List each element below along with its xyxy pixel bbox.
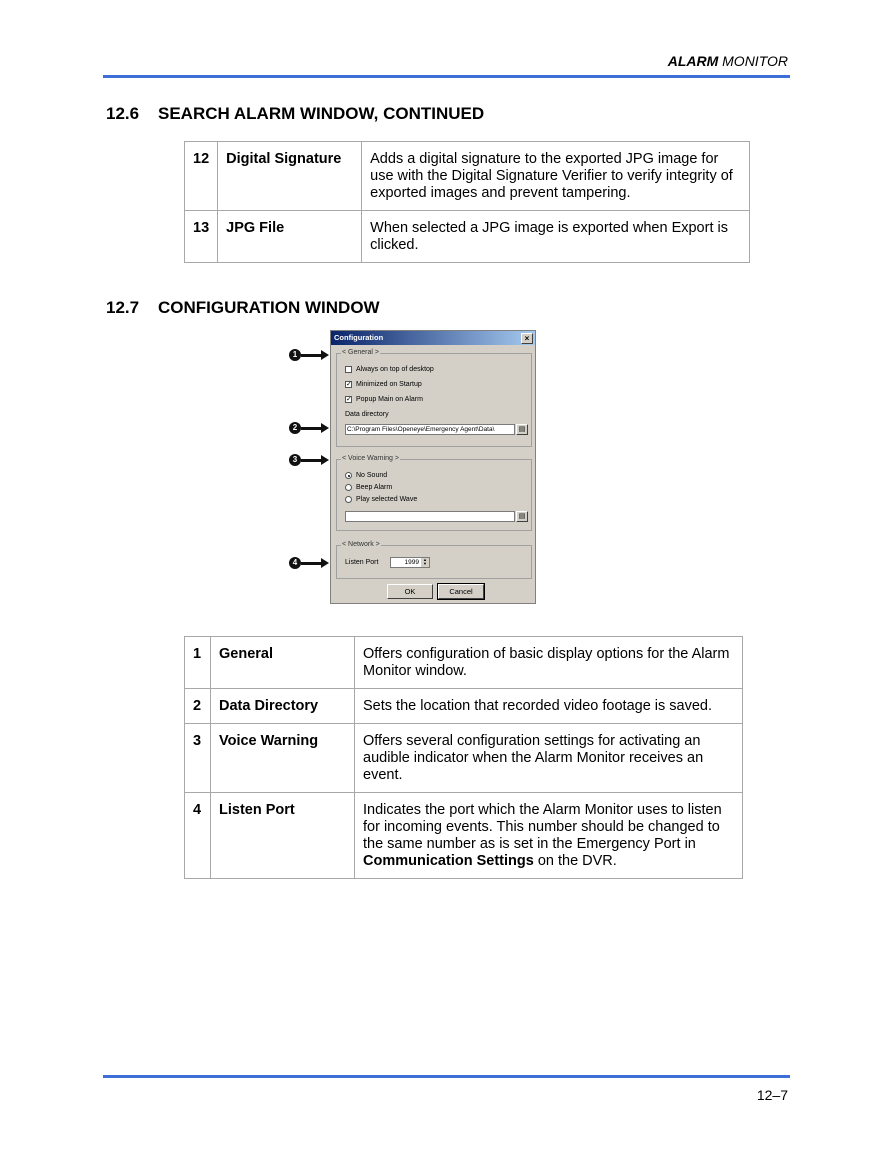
arrow-shaft (301, 354, 321, 357)
callout-number: 4 (289, 557, 301, 569)
callout-1 (289, 349, 329, 361)
play-wave-label: Play selected Wave (356, 496, 418, 503)
popup-main-option[interactable] (345, 396, 423, 403)
table-row (185, 724, 743, 793)
page-number: 12–7 (756, 1087, 788, 1103)
group-label: < General > (342, 349, 379, 356)
close-icon[interactable]: × (521, 333, 533, 344)
section-title: CONFIGURATION WINDOW (158, 298, 380, 317)
popup-main-checkbox[interactable]: ✓ (346, 396, 352, 403)
row-number: 3 (185, 724, 211, 793)
section-number: 12.7 (106, 298, 140, 317)
row-description: When selected a JPG image is exported when Export is clicked. (362, 211, 750, 263)
spin-arrows-icon[interactable]: ▲ ▼ (421, 558, 429, 567)
folder-browse-icon[interactable]: ▤ (516, 511, 528, 522)
section-title: SEARCH ALARM WINDOW, CONTINUED (158, 104, 485, 123)
beep-alarm-label: Beep Alarm (356, 484, 393, 491)
always-on-top-option[interactable] (345, 366, 434, 373)
row-term: Listen Port (211, 793, 355, 879)
configuration-table (184, 636, 743, 879)
play-wave-radio[interactable] (345, 496, 352, 503)
voice-warning-group (336, 455, 532, 531)
no-sound-option[interactable] (345, 472, 387, 479)
callout-4 (289, 557, 329, 569)
arrow-shaft (301, 427, 321, 430)
row-term: JPG File (218, 211, 362, 263)
row-term: Voice Warning (211, 724, 355, 793)
table-row (185, 142, 750, 211)
callout-number: 3 (289, 454, 301, 466)
arrow-right-icon (321, 350, 329, 360)
no-sound-radio[interactable] (345, 472, 352, 479)
group-label: < Voice Warning > (342, 455, 399, 462)
dialog-title: Configuration (334, 333, 384, 342)
row-description (355, 793, 743, 879)
network-group (336, 541, 532, 579)
configuration-dialog (330, 330, 536, 604)
callout-number: 2 (289, 422, 301, 434)
section-12-6-heading (106, 104, 484, 124)
row-number: 12 (185, 142, 218, 211)
always-on-top-checkbox[interactable] (345, 366, 352, 373)
listen-port-stepper[interactable] (390, 557, 430, 568)
row-number: 2 (185, 689, 211, 724)
listen-port-label: Listen Port (345, 559, 379, 566)
row-number: 13 (185, 211, 218, 263)
header-rule (103, 75, 790, 78)
ok-button[interactable]: OK (387, 584, 433, 599)
wave-file-field[interactable] (345, 511, 515, 522)
section-number: 12.6 (106, 104, 140, 123)
row-number: 4 (185, 793, 211, 879)
header-title-rest: MONITOR (718, 53, 788, 69)
description-emphasis: Communication Settings (363, 853, 534, 869)
folder-browse-icon[interactable]: ▤ (516, 424, 528, 435)
section-12-7-heading (106, 298, 380, 318)
always-on-top-label: Always on top of desktop (356, 366, 434, 373)
no-sound-label: No Sound (356, 472, 388, 479)
header-title-bold: ALARM (667, 53, 719, 69)
table-row (185, 637, 743, 689)
footer-rule (103, 1075, 790, 1078)
table-row (185, 211, 750, 263)
row-number: 1 (185, 637, 211, 689)
minimized-on-startup-option[interactable] (345, 381, 422, 388)
play-wave-option[interactable] (345, 496, 417, 503)
row-description: Offers configuration of basic display options for the Alarm Monitor window. (355, 637, 743, 689)
arrow-shaft (301, 459, 321, 462)
beep-alarm-radio[interactable] (345, 484, 352, 491)
minimized-on-startup-label: Minimized on Startup (356, 381, 422, 388)
arrow-right-icon (321, 423, 329, 433)
callout-3 (289, 454, 329, 466)
table-row (185, 793, 743, 879)
dialog-titlebar[interactable] (331, 331, 535, 345)
description-text-end: on the DVR. (533, 853, 617, 869)
row-term: Data Directory (211, 689, 355, 724)
minimized-on-startup-checkbox[interactable]: ✓ (346, 381, 352, 388)
running-header (668, 53, 788, 69)
callout-number: 1 (289, 349, 301, 361)
group-label: < Network > (342, 541, 380, 548)
listen-port-value: 1999 (404, 559, 419, 566)
row-description: Sets the location that recorded video footage is saved. (355, 689, 743, 724)
data-directory-field[interactable]: C:\Program Files\Openeye\Emergency Agent\Data\ (345, 424, 515, 435)
callout-2 (289, 422, 329, 434)
arrow-right-icon (321, 558, 329, 568)
popup-main-label: Popup Main on Alarm (356, 396, 423, 403)
row-description: Adds a digital signature to the exported JPG image for use with the Digital Signature Verifier to verify integrity of exported images and prevent tampering. (362, 142, 750, 211)
arrow-shaft (301, 562, 321, 565)
table-row (185, 689, 743, 724)
row-term: Digital Signature (218, 142, 362, 211)
data-directory-label: Data directory (345, 411, 389, 418)
arrow-right-icon (321, 455, 329, 465)
row-term: General (211, 637, 355, 689)
row-description: Offers several configuration settings for activating an audible indicator when the Alarm Monitor receives an event. (355, 724, 743, 793)
description-text: Indicates the port which the Alarm Monitor uses to listen for incoming events. This number should be changed to the same number as is set in the Emergency Port in (363, 802, 722, 852)
general-group (336, 349, 532, 447)
search-alarm-table (184, 141, 750, 263)
cancel-button[interactable]: Cancel (438, 584, 484, 599)
beep-alarm-option[interactable] (345, 484, 392, 491)
